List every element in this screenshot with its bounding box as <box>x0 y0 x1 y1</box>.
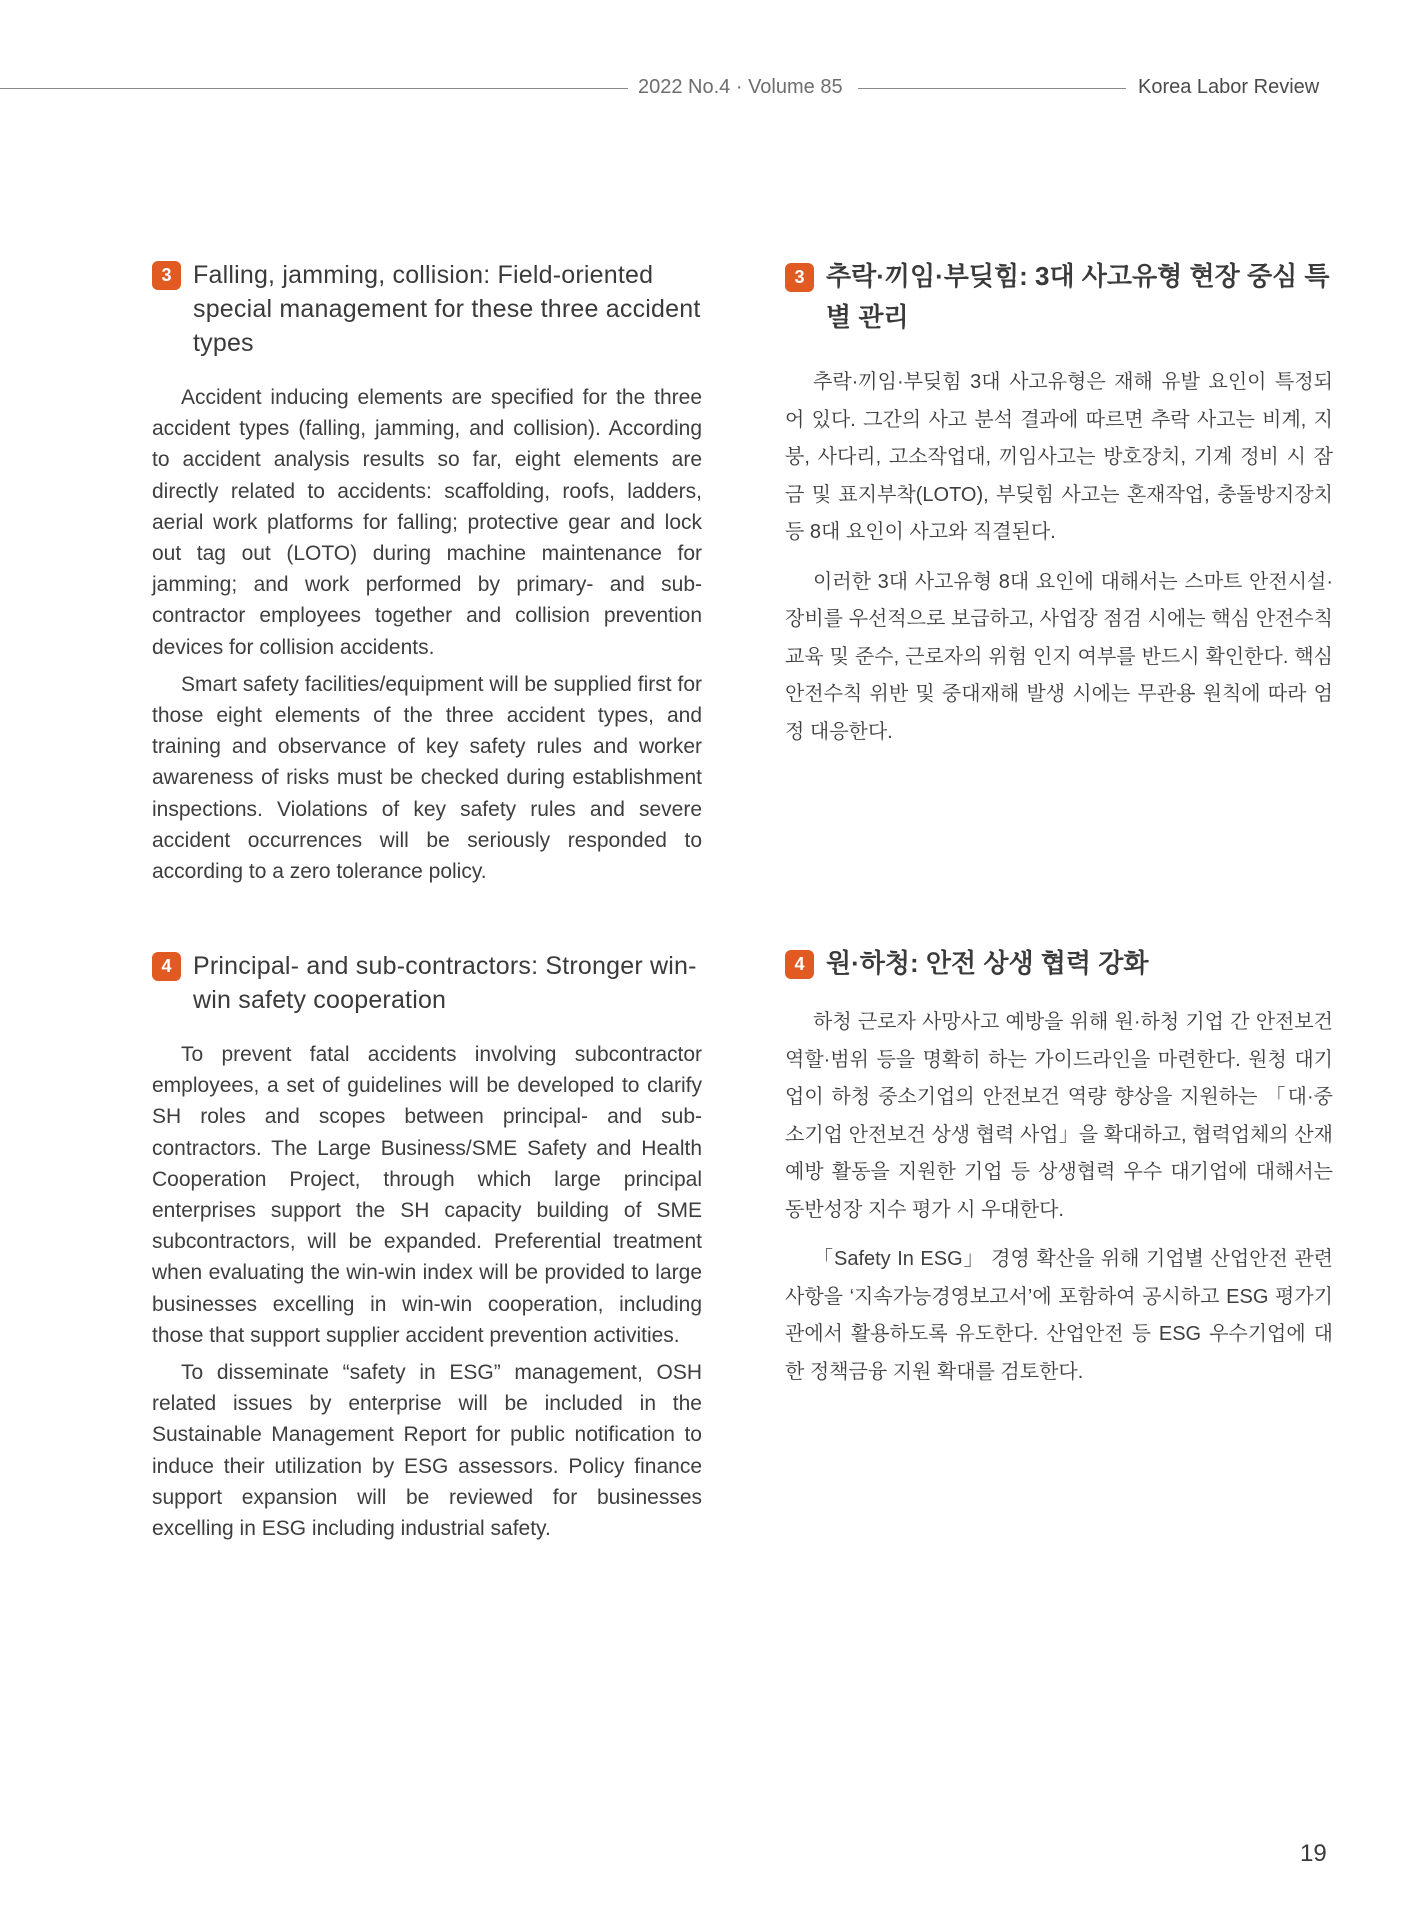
section-title: Principal- and sub-contractors: Stronger win-win safety cooperation <box>193 952 697 1014</box>
body-paragraph: To prevent fatal accidents involving subcontractor employees, a set of guidelines will be developed to clarify SH roles and scopes between principal- and sub-contractors. The Large Business/SME Safety and Health Cooperation Project, through which large principal enterprises support the SH capacity building of SME subcontractors, will be expanded. Preferential treatment when evaluating the win-win index will be provided to large businesses excelling in win-win cooperation, including those that support supplier accident prevention activities. <box>152 1043 702 1347</box>
body-paragraph: Smart safety facilities/equipment will be supplied first for those eight elements of the three accident types, and training and observance of key safety rules and worker awareness of risks must be checked during establishment inspections. Violations of key safety rules and severe accident occurrences will be seriously responded to according to a zero tolerance policy. <box>152 672 702 884</box>
body-paragraph: 「Safety In ESG」 경영 확산을 위해 기업별 산업안전 관련 사항을 ‘지속가능경영보고서’에 포함하여 공시하고 ESG 평가기관에서 활용하도록 유도한다. 산업안전 등 ESG 우수기업에 대한 정책금융 지원 확대를 검토한다. <box>785 1248 1333 1383</box>
section-title: Falling, jamming, collision: Field-oriented special management for these three accident types <box>193 261 701 357</box>
section-title: 원·하청: 안전 상생 협력 강화 <box>826 948 1149 978</box>
section-heading <box>785 256 1333 338</box>
section-number-badge: 3 <box>152 261 181 290</box>
journal-title: Korea Labor Review <box>1138 76 1320 98</box>
section-number-badge: 4 <box>152 952 181 981</box>
section-number-badge: 3 <box>785 263 814 292</box>
body-paragraph: 하청 근로자 사망사고 예방을 위해 원·하청 기업 간 안전보건 역할·범위 등을 명확히 하는 가이드라인을 마련한다. 원청 대기업이 하청 중소기업의 안전보건 역량 향상을 지원하는 「대·중소기업 안전보건 상생 협력 사업」을 확대하고, 협력업체의 산재 예방 활동을 지원한 기업 등 상생협력 우수 대기업에 대해서는 동반성장 지수 평가 시 우대한다. <box>785 1011 1333 1221</box>
section-heading <box>785 943 1333 984</box>
header-rule-left <box>0 88 628 89</box>
body-paragraph: 이러한 3대 사고유형 8대 요인에 대해서는 스마트 안전시설·장비를 우선적으로 보급하고, 사업장 점검 시에는 핵심 안전수칙 교육 및 준수, 근로자의 위험 인지 여부를 반드시 확인한다. 핵심 안전수칙 위반 및 중대재해 발생 시에는 무관용 원칙에 따라 엄정 대응한다. <box>785 570 1333 743</box>
section-title: 추락·끼임·부딪힘: 3대 사고유형 현장 중심 특별 관리 <box>826 261 1330 332</box>
header-rule-right <box>858 88 1126 89</box>
section-heading <box>152 258 702 360</box>
body-paragraph: To disseminate “safety in ESG” management, OSH related issues by enterprise will be included in the Sustainable Management Report for public notification to induce their utilization by ESG assessors. Policy finance support expansion will be reviewed for businesses excelling in ESG including industrial safety. <box>152 1361 702 1541</box>
section-4-korean <box>785 943 1333 1403</box>
section-3-english <box>152 258 702 893</box>
section-number-badge: 4 <box>785 950 814 979</box>
section-3-korean <box>785 256 1333 763</box>
body-paragraph: 추락·끼임·부딪힘 3대 사고유형은 재해 유발 요인이 특정되어 있다. 그간의 사고 분석 결과에 따르면 추락 사고는 비계, 지붕, 사다리, 고소작업대, 끼임사고는 방호장치, 기계 정비 시 잠금 및 표지부착(LOTO), 부딪힘 사고는 혼재작업, 충돌방지장치 등 8대 요인이 사고와 직결된다. <box>785 371 1333 543</box>
section-4-english <box>152 949 702 1550</box>
page-number: 19 <box>1300 1840 1327 1867</box>
section-heading <box>152 949 702 1017</box>
body-paragraph: Accident inducing elements are specified for the three accident types (falling, jamming, and collision). According to accident analysis results so far, eight elements are directly related to accidents: scaffolding, roofs, ladders, aerial work platforms for falling; protective gear and lock out tag out (LOTO) during machine maintenance for jamming; and work performed by primary- and sub-contractor employees together and collision prevention devices for collision accidents. <box>152 386 702 659</box>
issue-info: 2022 No.4 · Volume 85 <box>638 76 843 98</box>
